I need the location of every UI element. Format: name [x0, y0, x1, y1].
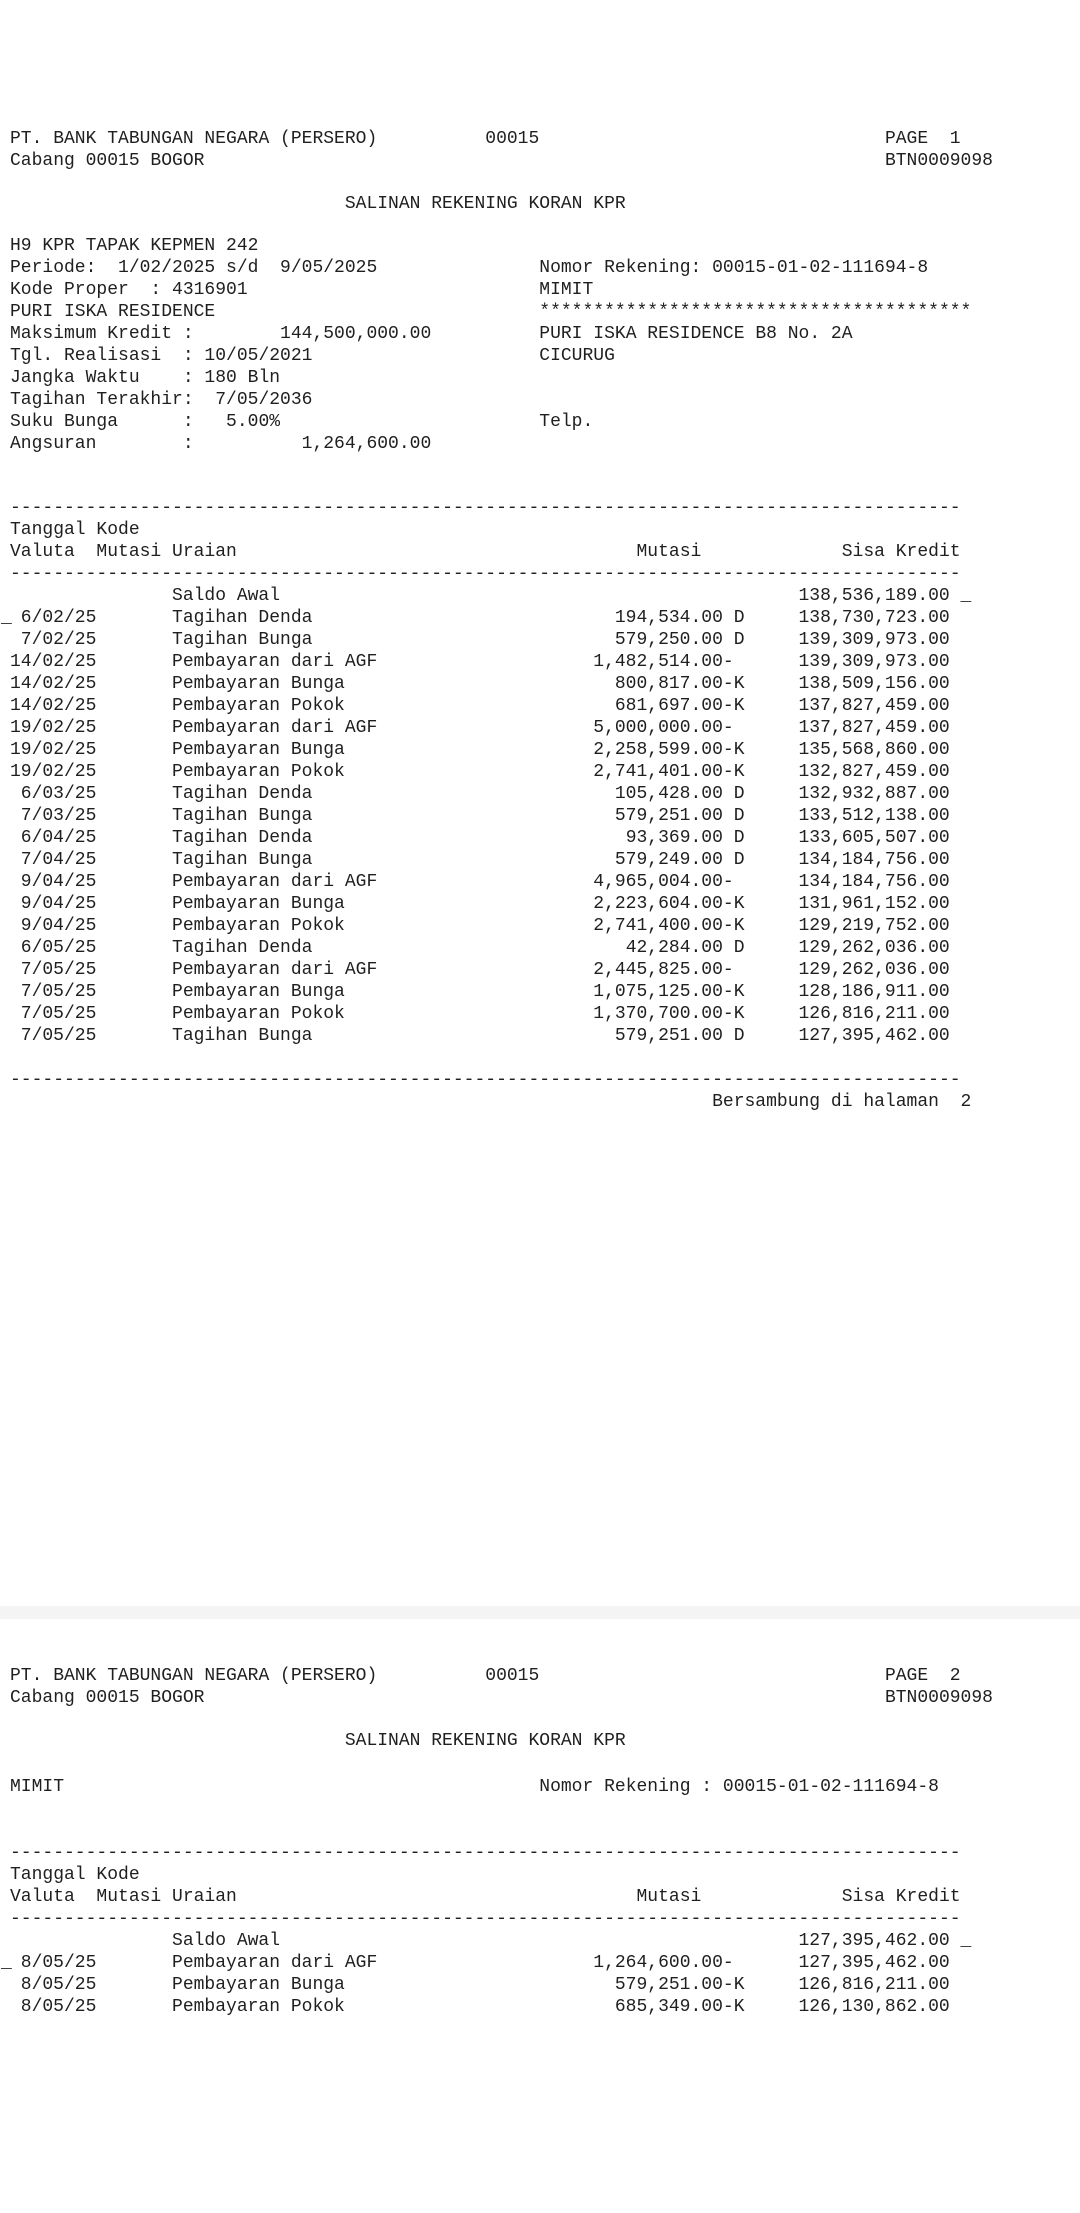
row-balance: 139,309,973.00: [798, 652, 950, 672]
info-line: H9 KPR TAPAK KEPMEN 242: [10, 236, 259, 256]
row-balance: 126,130,862.00: [798, 1997, 950, 2017]
row-amount-suffix: -K: [722, 696, 745, 716]
info-line: Angsuran : 1,264,600.00: [10, 434, 432, 454]
row-balance: 138,509,156.00: [798, 674, 950, 694]
left-fold-marker: _: [1, 1953, 12, 1973]
row-date: 14/02/25: [10, 652, 97, 672]
table-row: [10, 783, 961, 805]
row-description: Pembayaran dari AGF: [172, 1953, 378, 1973]
info-line: [539, 367, 982, 389]
row-amount-suffix: D: [722, 608, 745, 628]
row-date: 8/05/25: [20, 1997, 97, 2017]
row-description: Tagihan Bunga: [172, 850, 313, 870]
doc-code: BTN0009098: [884, 151, 993, 171]
row-description: Saldo Awal: [172, 1931, 281, 1951]
row-date: 8/05/25: [20, 1953, 97, 1973]
row-balance: 127,395,462.00: [798, 1931, 950, 1951]
row-date: 6/03/25: [20, 784, 97, 804]
report-title: SALINAN REKENING KORAN KPR: [344, 194, 626, 214]
row-amount-suffix: -: [722, 718, 734, 738]
doc-code: BTN0009098: [884, 1688, 993, 1708]
row-date: 9/04/25: [20, 894, 97, 914]
table-row: [10, 717, 961, 739]
row-amount: 2,741,401.00: [593, 762, 723, 782]
row-description: Tagihan Bunga: [172, 1026, 313, 1046]
row-date: 14/02/25: [10, 674, 97, 694]
info-line: PURI ISKA RESIDENCE B8 No. 2A: [539, 324, 853, 344]
row-amount: 1,482,514.00: [593, 652, 723, 672]
report-title: SALINAN REKENING KORAN KPR: [344, 1731, 626, 1751]
row-amount: 579,251.00: [614, 1975, 723, 1995]
table-row: [10, 629, 961, 651]
row-date: 7/05/25: [20, 1026, 97, 1046]
row-date: 6/05/25: [20, 938, 97, 958]
row-amount-suffix: D: [722, 806, 745, 826]
row-date: 7/04/25: [20, 850, 97, 870]
info-line: Tagihan Terakhir: 7/05/2036: [10, 390, 313, 410]
column-header-sisa-kredit: Sisa Kredit: [841, 1887, 961, 1907]
row-amount-suffix: -K: [722, 982, 745, 1002]
row-date: 7/03/25: [20, 806, 97, 826]
table-row: [10, 695, 961, 717]
row-amount-suffix: -: [722, 1953, 734, 1973]
table-row: [10, 739, 961, 761]
row-amount-suffix: D: [722, 630, 745, 650]
row-balance: 132,932,887.00: [798, 784, 950, 804]
row-date: 8/05/25: [20, 1975, 97, 1995]
table-row: [10, 1996, 961, 2018]
row-amount: 2,258,599.00: [593, 740, 723, 760]
row-date: 14/02/25: [10, 696, 97, 716]
table-row: [10, 1003, 961, 1025]
page-separator: [0, 1606, 1080, 1619]
row-balance: 137,827,459.00: [798, 696, 950, 716]
row-date: 7/05/25: [20, 982, 97, 1002]
table-row: [1, 607, 961, 629]
row-amount: 2,741,400.00: [593, 916, 723, 936]
page-2-header: [10, 1665, 993, 1709]
row-date: 9/04/25: [20, 916, 97, 936]
row-description: Tagihan Denda: [172, 938, 313, 958]
row-amount-suffix: D: [722, 850, 745, 870]
info-line: [539, 389, 982, 411]
row-amount-suffix: -K: [722, 894, 745, 914]
row-description: Tagihan Denda: [172, 784, 313, 804]
info-line: Telp.: [539, 412, 594, 432]
row-date: 19/02/25: [10, 718, 97, 738]
table-row: [10, 1974, 961, 1996]
row-balance: 131,961,152.00: [798, 894, 950, 914]
table-row: [10, 673, 961, 695]
row-description: Pembayaran dari AGF: [172, 872, 378, 892]
row-amount-suffix: D: [722, 784, 745, 804]
row-date: 19/02/25: [10, 762, 97, 782]
row-description: Tagihan Denda: [172, 608, 313, 628]
info-line: PURI ISKA RESIDENCE: [10, 302, 216, 322]
row-amount: 685,349.00: [614, 1997, 723, 2017]
row-date: 6/02/25: [20, 608, 97, 628]
transactions-table-page-1: [1, 497, 972, 1047]
info-line: ****************************************: [539, 302, 972, 322]
branch-code: 00015: [485, 1666, 540, 1686]
row-amount: 194,534.00: [614, 608, 723, 628]
branch-code: 00015: [485, 129, 540, 149]
branch-line: Cabang 00015 BOGOR: [10, 1688, 205, 1708]
row-description: Pembayaran Bunga: [172, 674, 345, 694]
row-balance: 132,827,459.00: [798, 762, 950, 782]
left-fold-marker: _: [1, 608, 12, 628]
table-row: [10, 915, 961, 937]
row-date: 19/02/25: [10, 740, 97, 760]
page-1-header: [10, 128, 993, 172]
row-description: Pembayaran Bunga: [172, 982, 345, 1002]
table-row: [10, 651, 961, 673]
row-date: 7/05/25: [20, 960, 97, 980]
row-amount-suffix: -K: [722, 674, 745, 694]
row-amount: 93,369.00: [625, 828, 723, 848]
account-info-block: [10, 235, 972, 455]
row-description: Pembayaran dari AGF: [172, 960, 378, 980]
table-row: [10, 981, 961, 1003]
table-row: [10, 1930, 972, 1952]
info-line: Nomor Rekening: 00015-01-02-111694-8: [539, 258, 929, 278]
table-row: [10, 893, 961, 915]
row-amount: 1,264,600.00: [593, 1953, 723, 1973]
row-description: Tagihan Bunga: [172, 630, 313, 650]
right-fold-marker: _: [960, 1931, 972, 1951]
row-balance: 127,395,462.00: [798, 1026, 950, 1046]
row-description: Pembayaran dari AGF: [172, 652, 378, 672]
row-balance: 134,184,756.00: [798, 850, 950, 870]
row-balance: 129,219,752.00: [798, 916, 950, 936]
table-separator: ----------------------------------------------------------------------------------------: [10, 498, 961, 518]
column-header-sisa-kredit: Sisa Kredit: [841, 542, 961, 562]
row-amount: 579,250.00: [614, 630, 723, 650]
row-amount: 579,249.00: [614, 850, 723, 870]
table-row: [1, 1952, 961, 1974]
row-balance: 135,568,860.00: [798, 740, 950, 760]
row-amount-suffix: -K: [722, 762, 745, 782]
row-balance: 137,827,459.00: [798, 718, 950, 738]
row-amount-suffix: -: [722, 960, 734, 980]
row-amount: 2,445,825.00: [593, 960, 723, 980]
row-date: 7/02/25: [20, 630, 97, 650]
row-balance: 133,512,138.00: [798, 806, 950, 826]
table-row: [10, 959, 961, 981]
account-info-right: [539, 257, 982, 433]
row-amount-suffix: -K: [722, 1975, 745, 1995]
row-balance: 127,395,462.00: [798, 1953, 950, 1973]
column-header-valuta-mutasi-uraian: Valuta Mutasi Uraian: [10, 542, 237, 562]
table-row: [10, 871, 961, 893]
table-header-line-1: Tanggal Kode: [10, 1865, 140, 1885]
table-row: [10, 827, 961, 849]
row-balance: 126,816,211.00: [798, 1975, 950, 1995]
row-description: Pembayaran Pokok: [172, 916, 345, 936]
row-description: Pembayaran Pokok: [172, 696, 345, 716]
row-amount-suffix: -K: [722, 916, 745, 936]
row-amount-suffix: D: [722, 938, 745, 958]
row-balance: 139,309,973.00: [798, 630, 950, 650]
row-amount: 1,370,700.00: [593, 1004, 723, 1024]
debtor-name: MIMIT: [10, 1777, 65, 1797]
row-amount: 2,223,604.00: [593, 894, 723, 914]
table-row: [10, 585, 972, 607]
row-balance: 138,536,189.00: [798, 586, 950, 606]
table-separator: ----------------------------------------------------------------------------------------: [10, 1070, 961, 1090]
info-line: Periode: 1/02/2025 s/d 9/05/2025: [10, 258, 378, 278]
row-amount-suffix: -K: [722, 1997, 745, 2017]
table-row: [10, 1025, 961, 1047]
row-amount: 5,000,000.00: [593, 718, 723, 738]
row-amount: 579,251.00: [614, 806, 723, 826]
page-1-footer: [10, 1069, 972, 1113]
row-amount-suffix: -: [722, 872, 734, 892]
continuation-note: Bersambung di halaman 2: [712, 1092, 972, 1112]
row-amount: 579,251.00: [614, 1026, 723, 1046]
row-amount-suffix: -K: [722, 740, 745, 760]
branch-line: Cabang 00015 BOGOR: [10, 151, 205, 171]
row-amount-suffix: -K: [722, 1004, 745, 1024]
row-balance: 138,730,723.00: [798, 608, 950, 628]
row-date: 7/05/25: [20, 1004, 97, 1024]
info-line: Maksimum Kredit : 144,500,000.00: [10, 324, 432, 344]
row-amount: 681,697.00: [614, 696, 723, 716]
row-amount-suffix: -: [722, 652, 734, 672]
table-row: [10, 849, 961, 871]
table-row: [10, 805, 961, 827]
row-description: Pembayaran Pokok: [172, 1997, 345, 2017]
row-amount: 42,284.00: [625, 938, 723, 958]
row-date: 6/04/25: [20, 828, 97, 848]
table-header-line-2: [10, 541, 961, 563]
row-description: Pembayaran Pokok: [172, 762, 345, 782]
row-balance: 134,184,756.00: [798, 872, 950, 892]
table-header-line-1: Tanggal Kode: [10, 520, 140, 540]
row-description: Pembayaran Bunga: [172, 1975, 345, 1995]
row-description: Pembayaran Pokok: [172, 1004, 345, 1024]
row-description: Saldo Awal: [172, 586, 281, 606]
row-description: Pembayaran dari AGF: [172, 718, 378, 738]
right-fold-marker: _: [960, 586, 972, 606]
transactions-page-1: [1, 585, 972, 1047]
row-amount: 1,075,125.00: [593, 982, 723, 1002]
row-amount-suffix: D: [722, 1026, 745, 1046]
row-amount: 800,817.00: [614, 674, 723, 694]
table-separator: ----------------------------------------------------------------------------------------: [10, 1909, 961, 1929]
table-header-line-2: [10, 1886, 961, 1908]
row-amount: 4,965,004.00: [593, 872, 723, 892]
row-balance: 126,816,211.00: [798, 1004, 950, 1024]
row-description: Pembayaran Bunga: [172, 894, 345, 914]
row-description: Tagihan Bunga: [172, 806, 313, 826]
row-description: Pembayaran Bunga: [172, 740, 345, 760]
row-balance: 129,262,036.00: [798, 938, 950, 958]
row-description: Tagihan Denda: [172, 828, 313, 848]
column-header-mutasi: Mutasi: [636, 542, 702, 562]
info-line: Tgl. Realisasi : 10/05/2021: [10, 346, 313, 366]
column-header-valuta-mutasi-uraian: Valuta Mutasi Uraian: [10, 1887, 237, 1907]
info-line: MIMIT: [539, 280, 594, 300]
page-2-meta: [10, 1776, 961, 1798]
row-balance: 128,186,911.00: [798, 982, 950, 1002]
transactions-page-2: [1, 1930, 972, 2018]
row-balance: 129,262,036.00: [798, 960, 950, 980]
info-line: Kode Proper : 4316901: [10, 280, 248, 300]
table-separator: ----------------------------------------------------------------------------------------: [10, 564, 961, 584]
row-date: 9/04/25: [20, 872, 97, 892]
table-row: [10, 937, 961, 959]
info-line: Jangka Waktu : 180 Bln: [10, 368, 281, 388]
row-amount: 105,428.00: [614, 784, 723, 804]
row-amount-suffix: D: [722, 828, 745, 848]
info-line: Suku Bunga : 5.00%: [10, 412, 281, 432]
page-label: PAGE 2: [884, 1666, 961, 1686]
table-separator: ----------------------------------------------------------------------------------------: [10, 1843, 961, 1863]
page-label: PAGE 1: [884, 129, 961, 149]
info-line: CICURUG: [539, 346, 615, 366]
transactions-table-page-2: [1, 1842, 972, 2018]
bank-name: PT. BANK TABUNGAN NEGARA (PERSERO): [10, 1666, 378, 1686]
table-row: [10, 761, 961, 783]
column-header-mutasi: Mutasi: [636, 1887, 702, 1907]
account-number-line: Nomor Rekening : 00015-01-02-111694-8: [539, 1777, 939, 1797]
row-balance: 133,605,507.00: [798, 828, 950, 848]
bank-name: PT. BANK TABUNGAN NEGARA (PERSERO): [10, 129, 378, 149]
